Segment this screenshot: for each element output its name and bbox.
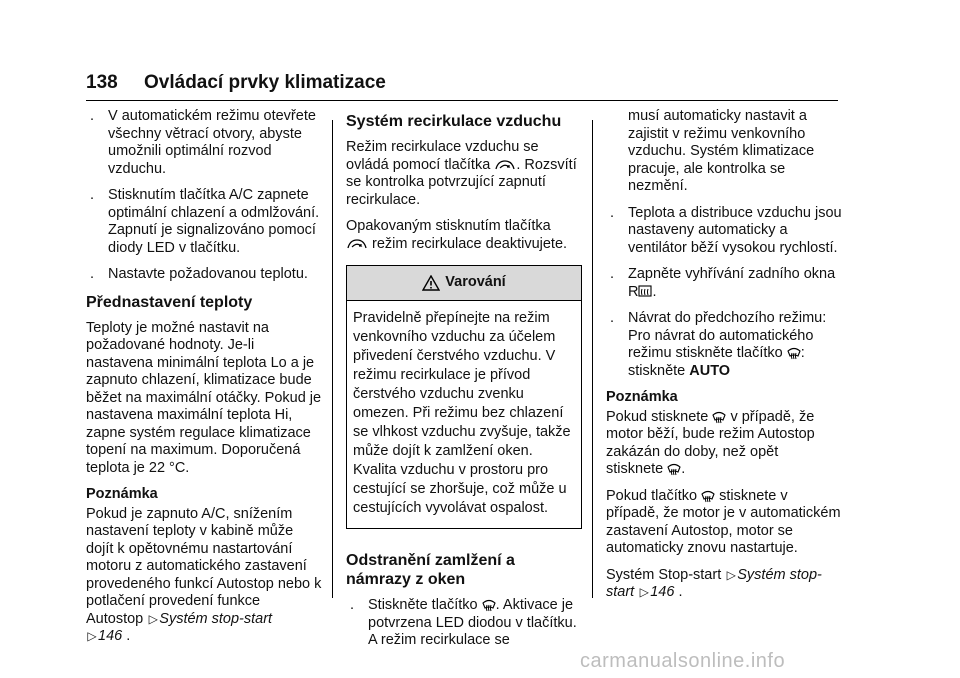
windshield-defrost-icon [712, 409, 726, 424]
reference-arrow-icon: ▷ [726, 567, 736, 582]
paragraph: Opakovaným stisknutím tlačítka režim recirkulace deaktivujete. [346, 218, 568, 252]
list-item: . Návrat do předchozího režimu: Pro návrat do automatického režimu stiskněte tlačítko : stiskněte AUTO [610, 310, 827, 379]
windshield-defrost-icon [787, 345, 801, 360]
paragraph: Režim recirkulace vzduchu se ovládá pomocí tlačítka . Rozsvítí se kontrolka potvrzující zapnutí recirkulace. [346, 139, 577, 208]
column-1 [86, 108, 322, 655]
recirculation-icon [346, 237, 368, 251]
cross-reference[interactable]: Systém Stop-start ▷Systém stop-start ▷146 . [606, 566, 822, 600]
warning-text: Pravidelně přepínejte na režim venkovního vzduchu za účelem přivedení čerstvého vzduchu. V režimu recirkulace je přívod čerstvého vzduchu zvenku omezen. Při režimu bez chlazení se vlhkost vzduchu zvyšuje, takže může dojít k zamlžení oken. Kvalita vzduchu v prostoru pro cestující se zhoršuje, což může u cestujících vyvolávat ospalost. [353, 310, 571, 516]
section-heading-preset: Přednastavení teploty [86, 293, 253, 311]
warning-title: Varování [445, 274, 506, 291]
note-heading: Poznámka [86, 486, 158, 502]
paragraph: Pokud tlačítko stisknete v případě, že motor je v automatickém zastavení Autostop, motor se automaticky znovu nastartuje. [606, 487, 841, 556]
column-divider-2 [592, 120, 593, 598]
list-item: . Stiskněte tlačítko . Aktivace je potvrzena LED diodou v tlačítku. A režim recirkulace se [350, 597, 577, 648]
windshield-defrost-icon [667, 461, 681, 476]
windshield-defrost-icon [701, 488, 715, 503]
list-item: . Teplota a distribuce vzduchu jsou nastaveny automaticky a ventilátor běží vysokou rychlostí. [610, 204, 842, 256]
paragraph: Teploty je možné nastavit na požadované hodnoty. Je-li nastavena minimální teplota Lo a je zapnuto chlazení, klimatizace bude běžet na maximální otáčky. Pokud je nastavena maximální teplota Hi, zapne systém regulace klimatizace topení na maximum. Doporučená teplota je 22 °C. [86, 319, 322, 476]
list-item: . Nastavte požadovanou teplotu. [90, 266, 308, 282]
page-header [86, 70, 838, 101]
warning-box [346, 265, 582, 529]
column-2 [346, 108, 582, 659]
reference-arrow-icon: ▷ [148, 611, 158, 626]
reference-arrow-icon: ▷ [639, 585, 649, 599]
column-divider-1 [332, 120, 333, 598]
note-heading: Poznámka [606, 389, 678, 405]
warning-header [347, 266, 581, 301]
list-item: . Zapněte vyhřívání zadního okna R . [610, 266, 836, 300]
paragraph: Pokud stisknete v případě, že motor běží, bude režim Autostop zakázán do doby, než opět stisknete . [606, 408, 815, 477]
cross-reference[interactable]: Autostop ▷Systém stop-start ▷146 . [86, 610, 273, 644]
list-item-continued: musí automaticky nastavit a zajistit v režimu venkovního vzduchu. Systém klimatizace pracuje, ale kontrolka se nezmění. [628, 108, 815, 194]
list-item: . V automatickém režimu otevřete všechny větrací otvory, abyste umožnili optimální rozvod vzduchu. [90, 108, 316, 177]
page-number: 138 [86, 72, 118, 93]
column-3 [606, 108, 842, 611]
warning-triangle-icon [422, 275, 440, 291]
section-heading-recirculation: Systém recirkulace vzduchu [346, 113, 562, 130]
recirculation-icon [494, 158, 516, 172]
reference-arrow-icon: ▷ [87, 629, 97, 643]
windshield-defrost-icon [482, 597, 496, 612]
paragraph: Pokud je zapnuto A/C, snížením nastavení teploty v kabině může dojít k opětovnému nastartování motoru z automatického zastavení provedeného funkcí Autostop nebo k potlačení provedení funkce [86, 505, 322, 609]
list-item: . Stisknutím tlačítka A/C zapnete optimální chlazení a odmlžování. Zapnutí je signalizováno pomocí diody LED v tlačítku. [90, 187, 320, 256]
section-heading-defog: Odstranění zamlžení a námrazy z oken [346, 552, 515, 588]
page-title: Ovládací prvky klimatizace [144, 72, 386, 93]
rear-defrost-icon [638, 285, 652, 299]
watermark: carmanualsonline.info [580, 650, 786, 672]
